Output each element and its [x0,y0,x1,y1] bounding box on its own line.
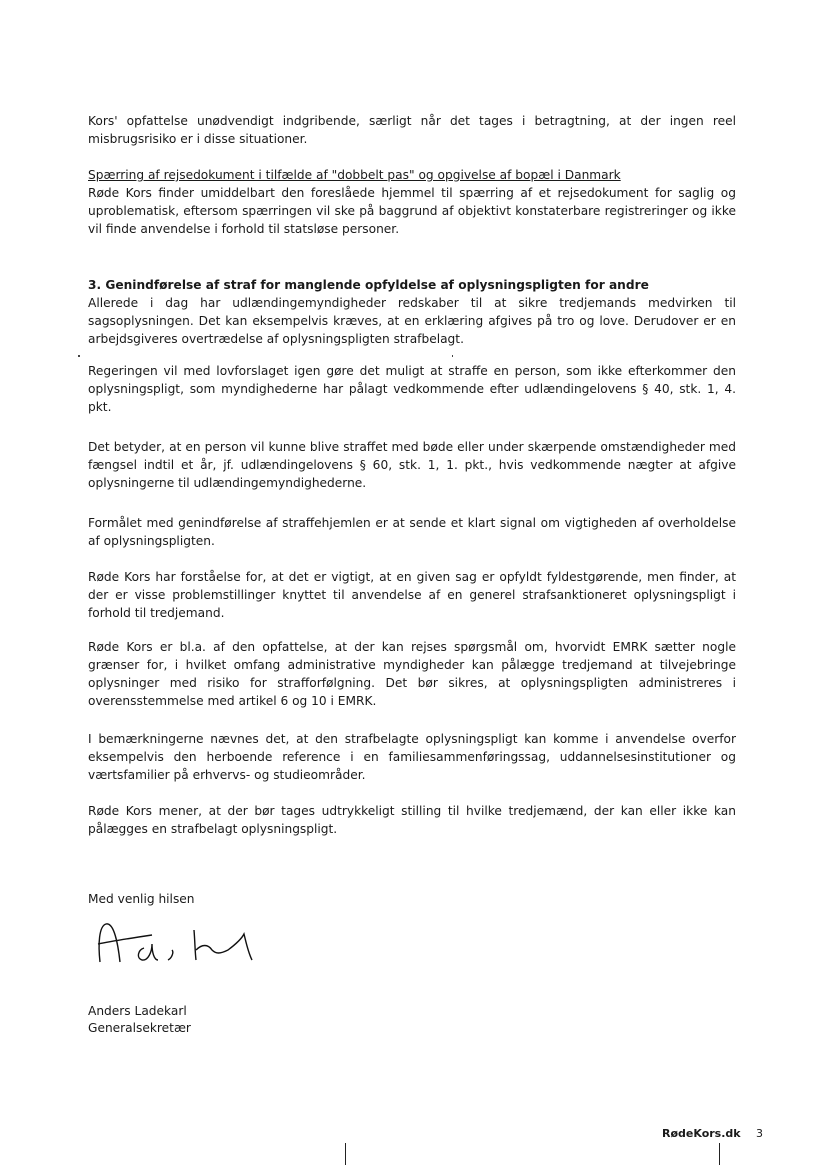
page-number: 3 [756,1127,763,1140]
signatory-title: Generalsekretær [88,1021,191,1035]
handwritten-signature [92,914,262,974]
paragraph-government-proposal: Regeringen vil med lovforslaget igen gøre det muligt at straffe en person, som ikke efterkommer den oplysningspligt, som myndighederne har pålagt vedkommende efter udlændingelovens § 40, stk. 1, 4. pkt. [88,364,736,414]
paragraph-third-parties: Røde Kors mener, at der bør tages udtrykkeligt stilling til hvilke tredjemænd, der kan eller ikke kan pålægges en strafbelagt oplysningspligt. [88,804,736,836]
scan-speck [452,355,453,357]
subsection-heading: Spærring af rejsedokument i tilfælde af "dobbelt pas" og opgivelse af bopæl i Danmark [88,168,621,182]
paragraph-purpose: Formålet med genindførelse af straffehjemlen er at sende et klart signal om vigtigheden af overholdelse af oplysningspligten. [88,516,736,548]
signatory-name: Anders Ladekarl [88,1004,187,1018]
paragraph-intro: Kors' opfattelse unødvendigt indgribende, særligt når det tages i betragtning, at der ingen reel misbrugsrisiko er i disse situationer. [88,114,736,146]
section-dual-passport [88,166,736,238]
fold-mark-right [719,1143,720,1165]
paragraph-remarks: I bemærkningerne nævnes det, at den strafbelagte oplysningspligt kan komme i anvendelse overfor eksempelvis den herboende reference i en familiesammenføringssag, uddannelsesinstitutioner og værtsfamilier på erhvervs- og studieområder. [88,732,736,782]
footer-website: RødeKors.dk [662,1127,741,1140]
fold-mark-left [345,1143,346,1165]
paragraph-penalty: Det betyder, at en person vil kunne blive straffet med bøde eller under skærpende omstændigheder med fængsel indtil et år, jf. udlændingelovens § 60, stk. 1, 1. pkt., hvis vedkommende nægter at afgive oplysningerne til udlændingemyndighederne. [88,440,736,490]
scan-speck [78,355,80,357]
section-heading: 3. Genindførelse af straf for manglende opfyldelse af oplysningspligten for andre [88,278,649,292]
paragraph-existing-tools: Allerede i dag har udlændingemyndigheder redskaber til at sikre tredjemands medvirken til sagsoplysningen. Det kan eksempelvis kræves, at en erklæring afgives på tro og love. Derudover er en arbejdsgiveres overtrædelse af oplysningspligten strafbelagt. [88,296,736,346]
paragraph-dual-passport: Røde Kors finder umiddelbart den foreslåede hjemmel til spærring af et rejsedokument for saglig og uproblematisk, eftersom spærringen vil ske på baggrund af objektivt konstaterbare registreringer og ikke vil finde anvendelse i forhold til statsløse personer. [88,186,736,236]
paragraph-understanding: Røde Kors har forståelse for, at det er vigtigt, at en given sag er opfyldt fyldestgørende, men finder, at der er visse problemstillinger knyttet til anvendelse af en generel strafsanktioneret oplysningspligt i forhold til tredjemand. [88,570,736,620]
paragraph-emrk: Røde Kors er bl.a. af den opfattelse, at der kan rejses spørgsmål om, hvorvidt EMRK sætter nogle grænser for, i hvilket omfang administrative myndigheder kan pålægge tredjemand at tilvejebringe oplysninger med risiko for strafforfølgning. Det bør sikres, at oplysningspligten administreres i overensstemmelse med artikel 6 og 10 i EMRK. [88,640,736,708]
closing-greeting: Med venlig hilsen [88,892,195,906]
section-3 [88,276,736,348]
